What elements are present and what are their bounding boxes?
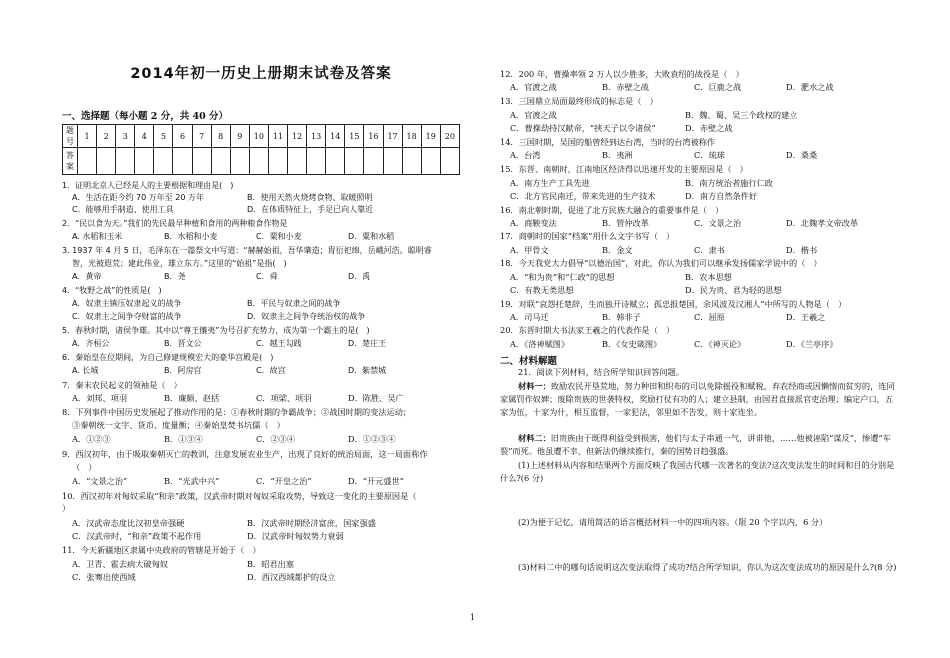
option[interactable]: D．禹 [348, 272, 371, 281]
option[interactable]: A．官渡之战 [510, 110, 557, 120]
answer-table-number: 9 [230, 125, 249, 148]
answer-table-number: 10 [249, 125, 268, 148]
option[interactable]: A．“和为贵”和“仁政”的思想 [510, 272, 615, 282]
option[interactable]: B．“光武中兴” [164, 476, 220, 486]
option[interactable]: A. 水稻和玉米 [72, 232, 123, 241]
sub-question-2: (2)为便于记忆，请用简洁的语言概括材料一中的四项内容。（限 20 个字以内，6 分） [518, 517, 828, 527]
option[interactable]: D．《兰亭序》 [786, 339, 838, 349]
question-13-options-row1 [500, 109, 898, 121]
option[interactable]: C．琉球 [694, 150, 725, 160]
option[interactable]: B．魏、蜀、吴三个政权的建立 [685, 110, 798, 120]
answer-cell[interactable] [345, 148, 364, 175]
option[interactable]: B．金文 [602, 245, 633, 255]
answer-table-number: 18 [402, 125, 421, 148]
option[interactable]: A．《洛神赋图》 [510, 339, 570, 349]
question-14-options [500, 149, 898, 161]
page-title: 2014年初一历史上册期末试卷及答案 [130, 66, 392, 82]
option[interactable]: A．①②③ [72, 434, 111, 444]
material-1 [500, 380, 898, 419]
answer-cell[interactable] [173, 148, 192, 175]
question-3-options [62, 271, 460, 283]
option[interactable]: D．赤壁之战 [685, 123, 733, 133]
answer-cell[interactable] [192, 148, 211, 175]
option[interactable]: C．故宫 [256, 366, 286, 375]
option[interactable]: D．王羲之 [786, 312, 826, 322]
answer-table-number: 6 [173, 125, 192, 148]
material-1-label: 材料一： [518, 381, 551, 391]
answer-table-number: 3 [116, 125, 135, 148]
option[interactable]: B．《女史箴图》 [602, 339, 662, 349]
answer-cell[interactable] [230, 148, 249, 175]
question-12-options [500, 81, 898, 93]
answer-cell[interactable] [383, 148, 402, 175]
answer-cell[interactable] [288, 148, 307, 175]
option[interactable]: A．汉武帝态度比汉初皇帝强硬 [72, 518, 185, 528]
question-19-stem: 19．对联“哀怨托楚辞，生而独开诗赋立；孤忠报楚国，余风波及汉湘人”中所写的人物是（ ） [500, 299, 847, 309]
option[interactable]: D．民为贵、君为轻的思想 [685, 285, 782, 295]
option[interactable]: A．“文景之治” [72, 476, 128, 486]
question-8-options [62, 433, 460, 445]
option[interactable]: D．粟和水稻 [348, 232, 395, 241]
option[interactable]: C．隶书 [694, 245, 725, 255]
answer-table-number: 17 [383, 125, 402, 148]
option[interactable]: B．廉颇、赵括 [164, 393, 220, 403]
question-3-stem: 3. 1937 年 4 月 5 日，毛泽东在一篇祭文中写道：“赫赫始祖，吾华肇造；胄衍祀绵，岳峨河浩。聪明睿 [62, 246, 432, 255]
option[interactable]: C．项梁、项羽 [256, 393, 312, 403]
option[interactable]: A．甲骨文 [510, 245, 549, 255]
answer-table-number: 1 [78, 125, 97, 148]
option[interactable]: B．平民与奴隶之间的战争 [247, 299, 341, 308]
question-8-stem: 8．下列事件中国历史发展起了推动作用的是：①春秋时期的争霸战争；②战国时期的变法运动； [62, 407, 412, 417]
option[interactable]: A．南方生产工具先进 [510, 178, 590, 188]
option[interactable]: C．②③④ [256, 434, 296, 444]
option[interactable]: A．生活在距今约 70 万年至 20 万年 [72, 193, 205, 202]
option[interactable]: B．汉武帝时期经济富庶，国家强盛 [247, 518, 376, 528]
answer-table-number: 12 [288, 125, 307, 148]
answer-table-number: 8 [211, 125, 230, 148]
question-16-stem: 16．南北朝时期，促进了北方民族大融合的重要事件是（ ） [500, 205, 724, 215]
option[interactable]: B．尧 [164, 272, 186, 281]
option[interactable]: C．北方官民南迁，带来先进的生产技术 [510, 191, 656, 201]
answer-table-number-row [63, 125, 460, 148]
option[interactable]: C．文景之治 [694, 218, 742, 228]
option[interactable]: A．齐桓公 [72, 339, 110, 348]
option[interactable]: B．水稻和小麦 [164, 232, 218, 241]
answer-cell[interactable] [402, 148, 421, 175]
question-12-stem: 12．200 年，曹操率领 2 万人以少胜多，大败袁绍的战役是（ ） [500, 69, 744, 79]
answer-cell[interactable] [440, 148, 459, 175]
option[interactable]: A．卫青、霍去病大破匈奴 [72, 559, 168, 569]
material-1-text: 致励农民开垦荒地，努力种田和织布的可以免除摇役和赋税，弃农经商或因懒惰而贫穷的，连同家属罚作奴婢；废除贵族的世袭特权，奖励打仗有功的人；建立县制，由国君直接派官吏治理；编定户口，五家为伍，十家为什，相互监督，一家犯法，邻里如不告发，则十家连坐。 [500, 381, 895, 417]
section-choice-heading: 一、选择题（每小题 2 分，共 40 分） [62, 111, 229, 122]
answer-table-number: 14 [326, 125, 345, 148]
option[interactable]: B．昭君出塞 [247, 559, 294, 569]
answer-cell[interactable] [78, 148, 97, 175]
answer-cell[interactable] [116, 148, 135, 175]
option[interactable]: A．商鞅变法 [510, 218, 557, 228]
sub-question-3: (3)材料二中的哪句话说明这次变法取得了成功?结合所学知识，你认为这次变法成功的原因是什么?(8 分) [518, 562, 897, 572]
option[interactable]: C．《神灭论》 [694, 339, 746, 349]
option[interactable]: A．司马迁 [510, 312, 549, 322]
option[interactable]: C．越王勾践 [256, 339, 302, 348]
question-1-stem: 1．证明北京人已经是人的主要根据和理由是( ) [62, 181, 234, 190]
question-6-stem: 6．秦始皇在位期间，为自己修建规模宏大的豪华宫殿是( ) [62, 353, 274, 362]
answer-table-number: 7 [192, 125, 211, 148]
option[interactable]: C．奴隶主之间争夺财富的战争 [72, 312, 182, 321]
option[interactable]: C．张骞出使西域 [72, 572, 136, 582]
option[interactable]: C．屈原 [694, 312, 725, 322]
answer-cell[interactable] [364, 148, 383, 175]
material-2-label: 材料二： [518, 433, 551, 443]
option[interactable]: A．官渡之战 [510, 82, 557, 92]
answer-table [62, 124, 460, 175]
option[interactable]: A．黄帝 [72, 272, 102, 281]
question-13-stem: 13．三国鼎立局面最终形成的标志是（ ） [500, 96, 658, 106]
answer-cell[interactable] [97, 148, 116, 175]
question-7-options [62, 392, 460, 404]
question-6-options [62, 365, 460, 377]
option[interactable]: B．管仲改革 [602, 218, 649, 228]
question-11-options-row2 [62, 571, 460, 583]
question-1-options-row1 [62, 192, 460, 204]
question-15-options-row1 [500, 177, 898, 189]
material-2 [500, 432, 898, 458]
option[interactable]: D．奴隶主之间争夺统治权的战争 [247, 312, 366, 321]
option[interactable]: A．台湾 [510, 150, 541, 160]
answer-table-number: 16 [364, 125, 383, 148]
answer-table-row-label: 题号 [63, 125, 78, 148]
option[interactable]: B．使用天然火烧烤食物、取暖照明 [247, 193, 373, 202]
option[interactable]: B．南方统治者施行仁政 [685, 178, 773, 188]
question-14-stem: 14．三国时期，吴国的船曾经到达台湾，当时的台湾被称作 [500, 137, 716, 147]
option[interactable]: C．舜 [256, 272, 278, 281]
option[interactable]: C．有教无类思想 [510, 285, 574, 295]
question-8-stem-cont: ③秦朝统一文字、货币、度量衡；④秦始皇焚书坑儒（ ） [72, 420, 285, 430]
option[interactable]: D．汉武帝时匈奴势力衰弱 [247, 531, 344, 541]
question-9-options [62, 475, 460, 487]
question-10-options-row1 [62, 517, 460, 529]
option[interactable]: A．奴隶主镇压奴隶起义的战争 [72, 299, 182, 308]
question-3-stem-cont: 智，光被遐荒；建此伟业，雄立东方。”这里的“始祖”是指( ) [72, 259, 287, 268]
question-4-options-row2 [62, 311, 460, 323]
question-5-stem: 5．春秋时期，诸侯争雄。其中以“尊王攘夷”为号召扩充势力，成为第一个霸主的是( ) [62, 326, 370, 335]
option[interactable]: D．在体质特征上，手足已向人靠近 [247, 205, 374, 214]
option[interactable]: C．粟和小麦 [256, 232, 302, 241]
material-2-text: 旧贵族由于既得利益受到损害，他们与太子串通一气，讲诽他，……他被诬陷“谋反”，惨遭“车裂”而死。他虽遭不幸，但新法仍继续推行，秦的国势日趋强盛。 [500, 433, 891, 456]
answer-table-number: 5 [154, 125, 173, 148]
option[interactable]: D．①②③④ [348, 434, 396, 444]
answer-table-number: 4 [135, 125, 154, 148]
question-16-options [500, 217, 898, 229]
option[interactable]: C．汉武帝时，“和亲”政策不起作用 [72, 531, 202, 541]
question-9-stem-cont: （ ） [72, 462, 97, 472]
question-9-stem: 9．西汉初年，由于吸取秦朝灭亡的教训，注意发展农业生产，出现了良好的统治局面，这一局面称作 [62, 449, 428, 459]
option[interactable]: B．①③④ [164, 434, 203, 444]
option[interactable]: C．巨鹿之战 [694, 82, 742, 92]
question-21-intro: 21．阅读下列材料，结合所学知识回答问题。 [518, 367, 684, 377]
option[interactable]: B．韩非子 [602, 312, 641, 322]
question-4-stem: 4．“牧野之战”的性质是( ) [62, 286, 162, 295]
question-17-options [500, 244, 898, 256]
answer-table-number: 2 [97, 125, 116, 148]
option[interactable]: C．“开皇之治” [256, 476, 312, 486]
option[interactable]: D．陈胜、吴广 [348, 393, 404, 403]
question-7-stem: 7．秦末农民起义的领袖是（ ） [62, 380, 182, 390]
question-2-options [62, 231, 460, 243]
answer-table-number: 13 [307, 125, 326, 148]
question-11-options-row1 [62, 558, 460, 570]
option[interactable]: A．刘邦、项羽 [72, 393, 128, 403]
answer-cell[interactable] [249, 148, 268, 175]
option[interactable]: D．“开元盛世” [348, 476, 404, 486]
question-20-stem: 20．东晋时期大书法家王羲之的代表作是（ ） [500, 325, 675, 335]
answer-table-number: 19 [421, 125, 440, 148]
option[interactable]: D．南方自然条件好 [685, 191, 758, 201]
question-15-stem: 15．东晋、南朝时，江南地区经济得以迅速开发的主要原因是（ ） [500, 164, 748, 174]
sub-question-1: (1)上述材料从内容和结果两个方面反映了我国古代哪一次著名的变法?这次变法发生的时间和目的分别是什么?(6 分) [500, 460, 895, 483]
question-18-options-row1 [500, 271, 898, 283]
question-10-stem: 10．西汉初年对匈奴采取“和亲”政策，汉武帝时期对匈奴采取攻势，导致这一变化的主要原因是（ [62, 491, 417, 501]
option[interactable]: C．能够用手制造、使用工具 [72, 205, 174, 214]
option[interactable]: D．淝水之战 [786, 82, 834, 92]
question-20-options [500, 338, 898, 350]
question-13-options-row2 [500, 122, 898, 134]
question-17-stem: 17．商朝时的国家“档案”用什么文字书写（ ） [500, 231, 675, 241]
option[interactable]: D．楚庄王 [348, 339, 387, 348]
answer-table-number: 20 [440, 125, 459, 148]
question-19-options [500, 311, 898, 323]
question-18-stem: 18．今天我党大力倡导“以德治国”，对此，你认为我们可以继承发扬儒家学说中的（ ） [500, 258, 822, 268]
option[interactable]: D．桑桑 [786, 150, 818, 160]
answer-table-number: 15 [345, 125, 364, 148]
option[interactable]: B．夷洲 [602, 150, 633, 160]
option[interactable]: C．曹操劫持汉献帝，“挟天子以令诸侯” [510, 123, 656, 133]
answer-table-row-label: 答案 [63, 148, 78, 175]
option[interactable]: D．紫禁城 [348, 366, 387, 375]
question-2-stem: 2．“民以食为天。”我们的先民最早种植和食用的两种粮食作物是 [62, 219, 288, 228]
answer-cell[interactable] [268, 148, 287, 175]
page-number: 1 [470, 613, 476, 622]
question-4-options-row1 [62, 298, 460, 310]
option[interactable]: B．阿房宫 [164, 366, 202, 375]
option[interactable]: B．农本思想 [685, 272, 732, 282]
option[interactable]: B．赤壁之战 [602, 82, 649, 92]
option[interactable]: B．晋文公 [164, 339, 202, 348]
answer-cell[interactable] [307, 148, 326, 175]
question-15-options-row2 [500, 190, 898, 202]
question-5-options [62, 338, 460, 350]
option[interactable]: D．西汉西域都护的设立 [247, 572, 336, 582]
question-11-stem: 11．今天新疆地区隶属中央政府的管辖是开始于（ ） [62, 545, 261, 555]
section-material-heading: 二、材料解题 [500, 356, 558, 367]
question-10-stem-cont: ） [62, 503, 71, 513]
answer-table-answer-row [63, 148, 460, 175]
question-10-options-row2 [62, 530, 460, 542]
answer-table-number: 11 [268, 125, 287, 148]
answer-cell[interactable] [211, 148, 230, 175]
option[interactable]: D．楷书 [786, 245, 818, 255]
answer-cell[interactable] [326, 148, 345, 175]
option[interactable]: D．北魏孝文帝改革 [786, 218, 859, 228]
question-1-options-row2 [62, 204, 460, 216]
option[interactable]: A. 长城 [72, 366, 99, 375]
answer-cell[interactable] [135, 148, 154, 175]
question-18-options-row2 [500, 284, 898, 296]
answer-cell[interactable] [154, 148, 173, 175]
answer-cell[interactable] [421, 148, 440, 175]
